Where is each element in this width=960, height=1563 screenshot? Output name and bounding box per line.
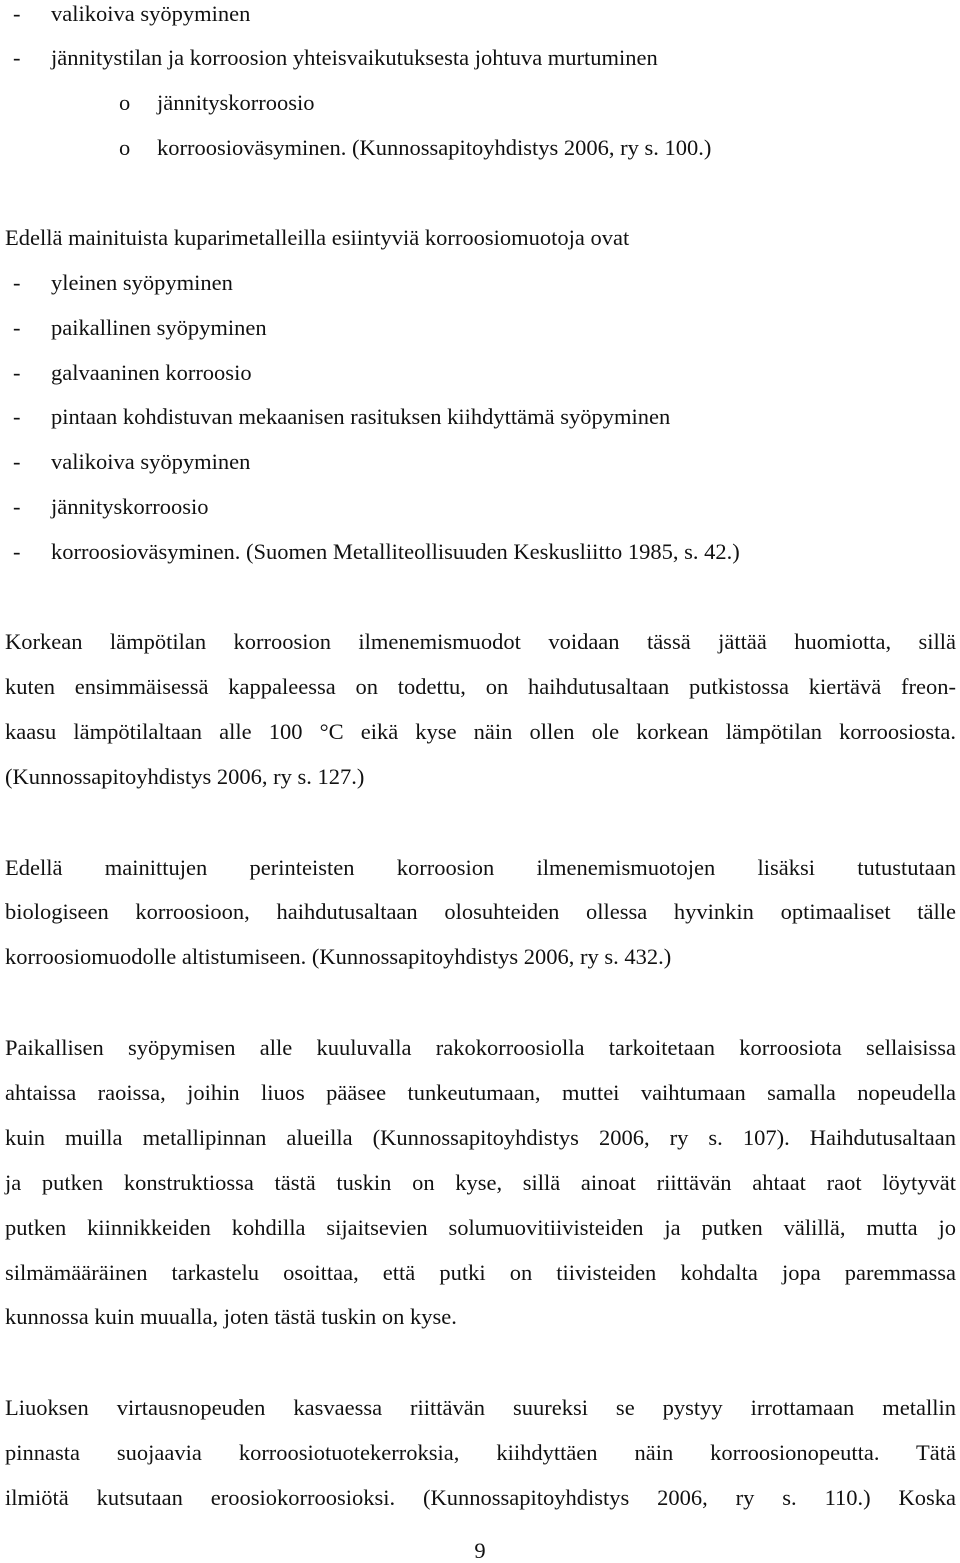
list-dash: - — [13, 45, 21, 70]
sub-list-bullet: o — [119, 135, 131, 160]
list-dash: - — [13, 449, 21, 474]
sub-list-bullet: o — [119, 90, 131, 115]
paragraph-line: kunnossa kuin muualla, joten tästä tuskin on kyse. — [5, 1304, 457, 1329]
list-dash: - — [13, 315, 21, 340]
paragraph-line: korroosiomuodolle altistumiseen. (Kunnossapitoyhdistys 2006, ry s. 432.) — [5, 944, 672, 969]
list-item-text: valikoiva syöpyminen — [51, 449, 251, 474]
list-item — [5, 496, 209, 519]
list-item-text: galvaaninen korroosio — [51, 360, 252, 385]
paragraph-line: (Kunnossapitoyhdistys 2006, ry s. 127.) — [5, 764, 365, 789]
paragraph-line: Liuoksen virtausnopeuden kasvaessa riittävän suureksi se pystyy irrottamaan metallin — [5, 1395, 956, 1420]
paragraph-line: pinnasta suojaavia korroosiotuotekerroksia, kiihdyttäen näin korroosionopeutta. Tätä — [5, 1440, 956, 1465]
paragraph-line: silmämääräinen tarkastelu osoittaa, että putki on tiivisteiden kohdalta jopa paremmassa — [5, 1260, 956, 1285]
sub-list-item-text: korroosioväsyminen. (Kunnossapitoyhdistys 2006, ry s. 100.) — [157, 135, 712, 160]
list-dash: - — [13, 494, 21, 519]
paragraph-line: biologiseen korroosioon, haihdutusaltaan olosuhteiden ollessa hyvinkin optimaaliset tälle — [5, 899, 956, 924]
list-item — [5, 272, 233, 295]
list-dash: - — [13, 404, 21, 429]
list-item-text: korroosioväsyminen. (Suomen Metalliteollisuuden Keskusliitto 1985, s. 42.) — [51, 539, 740, 564]
paragraph-line: putken kiinnikkeiden kohdilla sijaitsevien solumuovitiivisteiden ja putken välillä, mutta jo — [5, 1215, 956, 1240]
copper-intro: Edellä mainituista kuparimetalleilla esiintyviä korroosiomuotoja ovat — [5, 225, 630, 250]
paragraph-line: kuin muilla metallipinnan alueilla (Kunnossapitoyhdistys 2006, ry s. 107). Haihdutusaltaan — [5, 1125, 956, 1150]
page-number: 9 — [474, 1538, 486, 1563]
list-item-text: yleinen syöpyminen — [51, 270, 233, 295]
sub-list-item — [119, 137, 711, 160]
list-item — [5, 362, 252, 385]
paragraph-line: kaasu lämpötilaltaan alle 100 °C eikä kyse näin ollen ole korkean lämpötilan korroosiosta. — [5, 719, 956, 744]
paragraph-line: Paikallisen syöpymisen alle kuuluvalla rakokorroosiolla tarkoitetaan korroosiota sellaisissa — [5, 1035, 956, 1060]
list-item — [5, 541, 740, 564]
sub-list-item — [119, 92, 315, 115]
list-item — [5, 3, 250, 26]
list-item-text: paikallinen syöpyminen — [51, 315, 267, 340]
list-item-text: valikoiva syöpyminen — [51, 1, 251, 26]
paragraph-line: ilmiötä kutsutaan eroosiokorroosioksi. (Kunnossapitoyhdistys 2006, ry s. 110.) Koska — [5, 1485, 956, 1510]
paragraph-line: ahtaissa raoissa, joihin liuos pääsee tunkeutumaan, muttei vaihtumaan samalla nopeudella — [5, 1080, 956, 1105]
list-item-text: pintaan kohdistuvan mekaanisen rasituksen kiihdyttämä syöpyminen — [51, 404, 671, 429]
paragraph-line: Edellä mainittujen perinteisten korroosion ilmenemismuotojen lisäksi tutustutaan — [5, 855, 956, 880]
list-dash: - — [13, 1, 21, 26]
list-item — [5, 47, 658, 70]
list-dash: - — [13, 270, 21, 295]
list-item-text: jännityskorroosio — [51, 494, 209, 519]
paragraph-line: Korkean lämpötilan korroosion ilmenemismuodot voidaan tässä jättää huomiotta, sillä — [5, 629, 956, 654]
paragraph-line: kuten ensimmäisessä kappaleessa on todettu, on haihdutusaltaan putkistossa kiertävä freon- — [5, 674, 956, 699]
list-item-text: jännitystilan ja korroosion yhteisvaikutuksesta johtuva murtuminen — [51, 45, 658, 70]
list-dash: - — [13, 539, 21, 564]
list-item — [5, 317, 267, 340]
paragraph-line: ja putken konstruktiossa tästä tuskin on kyse, sillä ainoat riittävän ahtaat raot löytyvät — [5, 1170, 956, 1195]
sub-list-item-text: jännityskorroosio — [157, 90, 315, 115]
list-dash: - — [13, 360, 21, 385]
list-item — [5, 406, 670, 429]
list-item — [5, 451, 250, 474]
